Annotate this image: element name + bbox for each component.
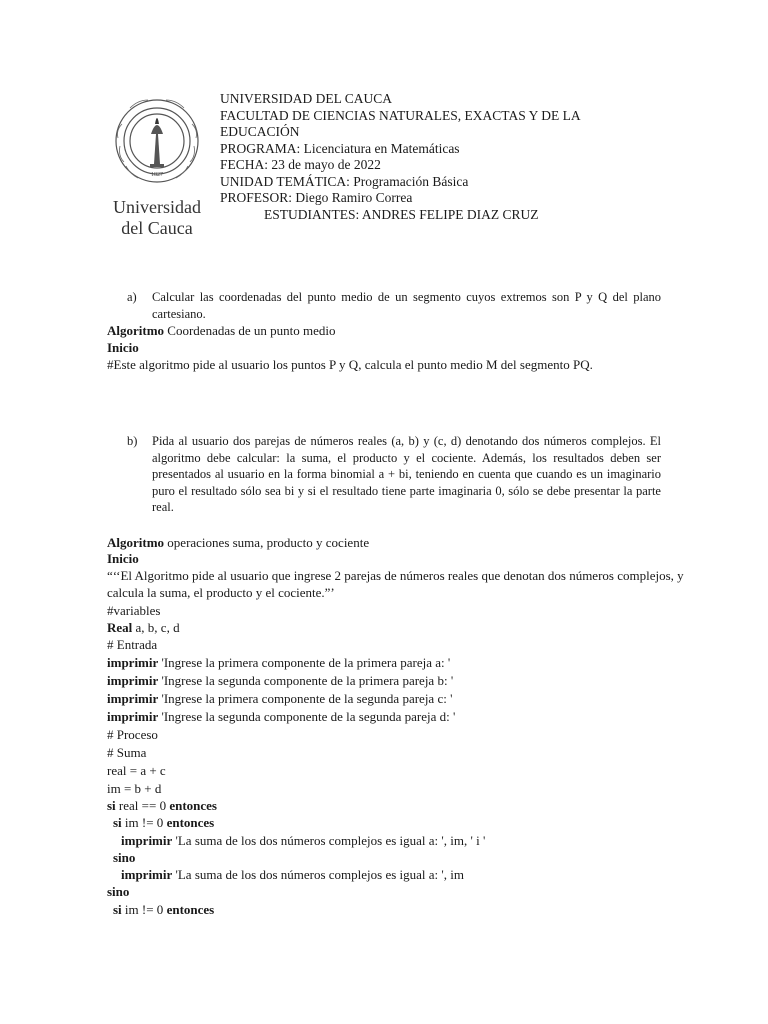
university-logo [102, 94, 212, 239]
faculty-line-2: EDUCACIÓN [220, 124, 300, 139]
svg-text:1827: 1827 [151, 172, 163, 178]
faculty-line-1: FACULTAD DE CIENCIAS NATURALES, EXACTAS Y DE LA [220, 107, 581, 123]
comment-suma: # Suma [107, 745, 147, 760]
print-prompt-b: imprimir 'Ingrese la segunda componente de la primera pareja b: ' [107, 673, 454, 688]
question-a [127, 289, 662, 325]
algorithm-b-docstring: “‘‘El Algoritmo pide al usuario que ingrese 2 parejas de números reales que denotan dos números complejos, y calcula la suma, el producto y el cociente.”’ [107, 568, 684, 600]
else-inner: sino [113, 850, 136, 865]
question-b-marker: b) [127, 434, 138, 448]
algorithm-a-inicio: Inicio [107, 340, 139, 355]
else-outer: sino [107, 884, 130, 899]
comment-variables: #variables [107, 603, 161, 618]
if-im-nonzero-2: si im != 0 entonces [113, 902, 215, 917]
im-assignment: im = b + d [107, 781, 162, 796]
print-prompt-d: imprimir 'Ingrese la segunda componente de la segunda pareja d: ' [107, 709, 456, 724]
print-prompt-a: imprimir 'Ingrese la primera componente de la primera pareja a: ' [107, 655, 451, 670]
algorithm-b-title: Algoritmo operaciones suma, producto y cociente [107, 535, 370, 550]
algorithm-a-comment: #Este algoritmo pide al usuario los puntos P y Q, calcula el punto medio M del segmento PQ. [107, 357, 593, 372]
program: PROGRAMA: Licenciatura en Matemáticas [220, 140, 460, 156]
question-a-text: Calcular las coordenadas del punto medio de un segmento cuyos extremos son P y Q del plano cartesiano. [152, 290, 661, 321]
algorithm-b-inicio: Inicio [107, 551, 139, 566]
real-declaration: Real a, b, c, d [107, 620, 180, 635]
students: ESTUDIANTES: ANDRES FELIPE DIAZ CRUZ [264, 206, 539, 222]
print-prompt-c: imprimir 'Ingrese la primera componente de la segunda pareja c: ' [107, 691, 453, 706]
university-seal-icon [112, 94, 202, 188]
logo-word-del-cauca: del Cauca [121, 218, 193, 238]
question-a-marker: a) [127, 290, 137, 304]
print-sum-imaginary: imprimir 'La suma de los dos números complejos es igual a: ', im, ' i ' [121, 833, 486, 848]
document-header [220, 91, 640, 223]
print-sum-im: imprimir 'La suma de los dos números complejos es igual a: ', im [121, 867, 464, 882]
date: FECHA: 23 de mayo de 2022 [220, 157, 381, 172]
professor: PROFESOR: Diego Ramiro Correa [220, 190, 413, 205]
question-b [127, 433, 662, 519]
if-real-zero: si real == 0 entonces [107, 798, 217, 813]
university-name: UNIVERSIDAD DEL CAUCA [220, 91, 392, 106]
logo-word-universidad: Universidad [113, 197, 201, 217]
if-im-nonzero: si im != 0 entonces [113, 815, 215, 830]
comment-proceso: # Proceso [107, 727, 158, 742]
real-assignment: real = a + c [107, 763, 166, 778]
thematic-unit: UNIDAD TEMÁTICA: Programación Básica [220, 173, 469, 189]
question-b-text: Pida al usuario dos parejas de números reales (a, b) y (c, d) denotando dos números complejos. El algoritmo debe calcular: la suma, el producto y el cociente. Además, los resultados deben ser presentados al usuario en la forma binomial a + bi, teniendo en cuenta que cuando es un imaginario puro el resultado sólo sea bi y si el resultado tiene parte imaginaria 0, sólo se debe presentar la parte real. [152, 434, 661, 514]
algorithm-a-title: Algoritmo Coordenadas de un punto medio [107, 323, 336, 338]
comment-entrada: # Entrada [107, 637, 158, 652]
